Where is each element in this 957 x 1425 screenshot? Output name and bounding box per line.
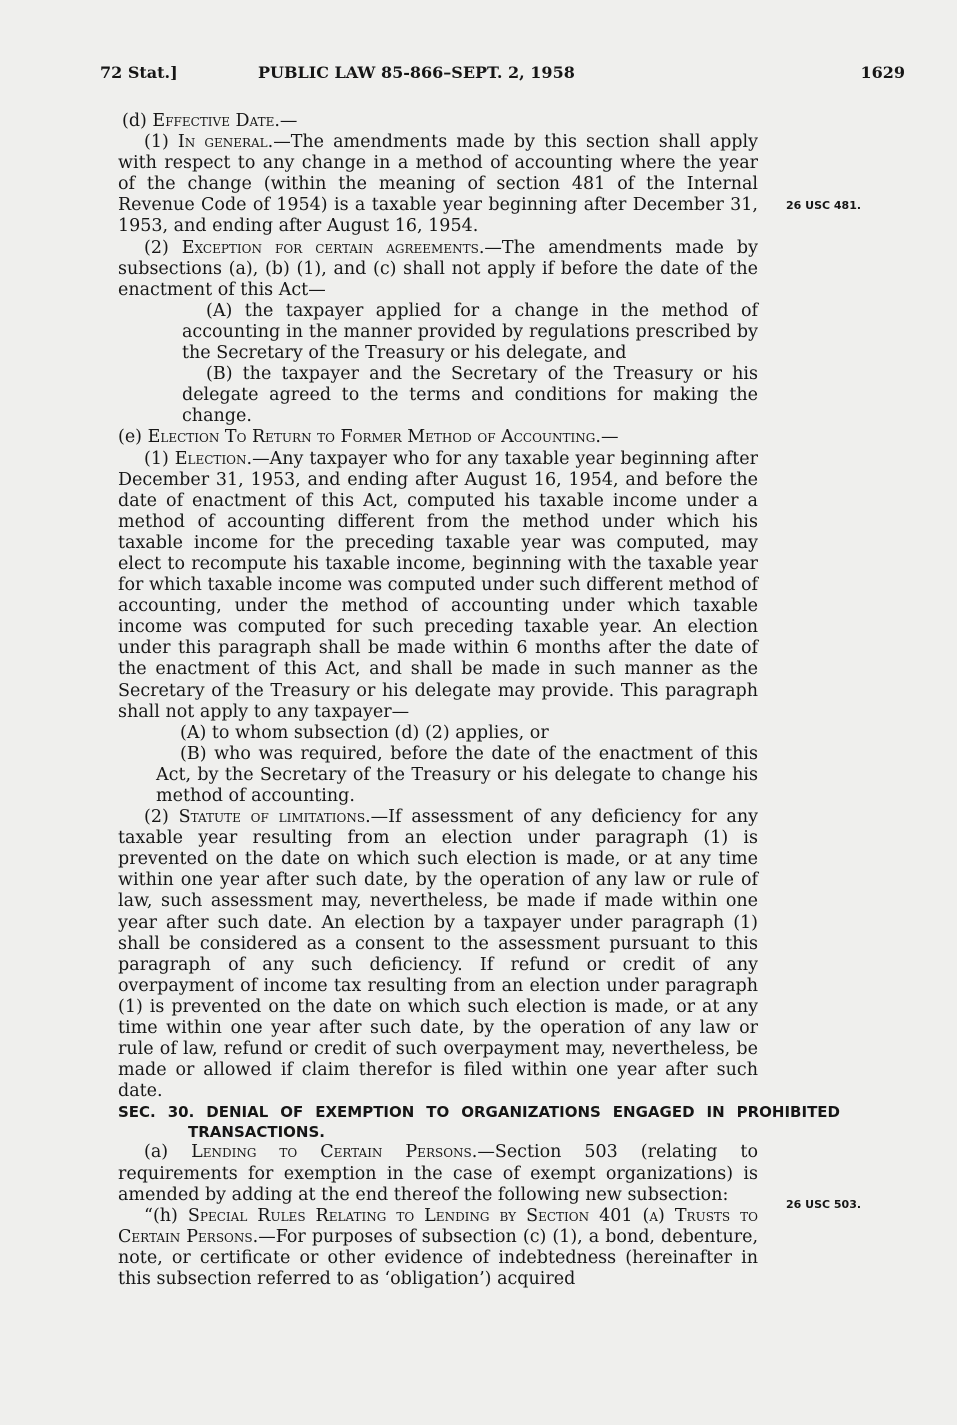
subsection-e-heading: (e) Election To Return to Former Method of Accounting.— [118,427,619,448]
page-header [100,63,905,87]
margin-note-usc-503: 26 USC 503. [786,1198,862,1211]
subsection-d-item-b: (B) the taxpayer and the Secretary of the Treasury or his delegate agreed to the terms and conditions for making the change. [182,364,758,427]
subsection-d-paragraph-2: (2) Exception for certain agreements.—The amendments made by subsections (a), (b) (1), and (c) shall not apply if before the date of the enactment of this Act— [118,237,758,300]
subsection-e-paragraph-1: (1) Election.—Any taxpayer who for any taxable year beginning after December 31, 1953, and ending after August 16, 1954, and before the date of enactment of this Act, computed his taxable income under a method of accounting different from the method under which his taxable income for the preceding taxable year was computed, may elect to recompute his taxable income, beginning with the taxable year for which taxable income was computed under such different method of accounting, under the method of accounting under which taxable income was computed for such preceding taxable year. An election under this paragraph shall be made within 6 months after the date of the enactment of this Act, and shall be made in such manner as the Secretary of the Treasury or his delegate may provide. This paragraph shall not apply to any taxpayer— [118,448,758,722]
subsection-d-heading: (d) Effective Date.— [122,111,298,131]
statute-reference: 72 Stat.] [100,63,178,82]
page-number: 1629 [860,63,905,82]
subsection-e-item-b: (B) who was required, before the date of the enactment of this Act, by the Secretary of the Treasury or his delegate to change his method of accounting. [156,743,758,806]
section-30-subsection-h: “(h) Special Rules Relating to Lending by Section 401 (a) Trusts to Certain Persons.—For purposes of subsection (c) (1), a bond, debenture, note, or certificate or other evidence of indebtedness (hereinafter in this subsection referred to as ‘obligation’) acquired [118,1205,759,1289]
section-30-subsection-a: (a) Lending to Certain Persons.—Section 503 (relating to requirements for exemption in the case of exempt organizations) is amended by adding at the end thereof the following new subsection: [118,1142,758,1205]
subsection-d-item-a: (A) the taxpayer applied for a change in the method of accounting in the manner provided by regulations prescribed by the Secretary of the Treasury or his delegate, and [182,300,758,364]
page-title: PUBLIC LAW 85-866–SEPT. 2, 1958 [258,63,575,82]
subsection-e-item-a: (A) to whom subsection (d) (2) applies, or [180,722,549,743]
margin-note-usc-481: 26 USC 481. [786,199,862,212]
section-30-heading: SEC. 30. DENIAL OF EXEMPTION TO ORGANIZATIONS ENGAGED IN PROHIBITED TRANSACTIONS. [118,1103,840,1142]
subsection-e-paragraph-2: (2) Statute of limitations.—If assessment of any deficiency for any taxable year resulting from an election under paragraph (1) is prevented on the date on which such election is made, or at any time within one year after such date, by the operation of any law or rule of law, such assessment may, nevertheless, be made if made within one year after such date. An election by a taxpayer under paragraph (1) shall be considered as a consent to the assessment pursuant to this paragraph of any such deficiency. If refund or credit of any overpayment of income tax resulting from an election under paragraph (1) is prevented on the date on which such election is made, or at any time within one year after such date, by the operation of any law or rule of law, refund or credit of such overpayment may, nevertheless, be made or allowed if claim therefor is filed within one year after such date. [118,807,758,1102]
subsection-d-paragraph-1: (1) In general.—The amendments made by this section shall apply with respect to any change in a method of accounting where the year of the change (within the meaning of section 481 of the Internal Revenue Code of 1954) is a taxable year beginning after December 31, 1953, and ending after August 16, 1954. [118,132,758,237]
